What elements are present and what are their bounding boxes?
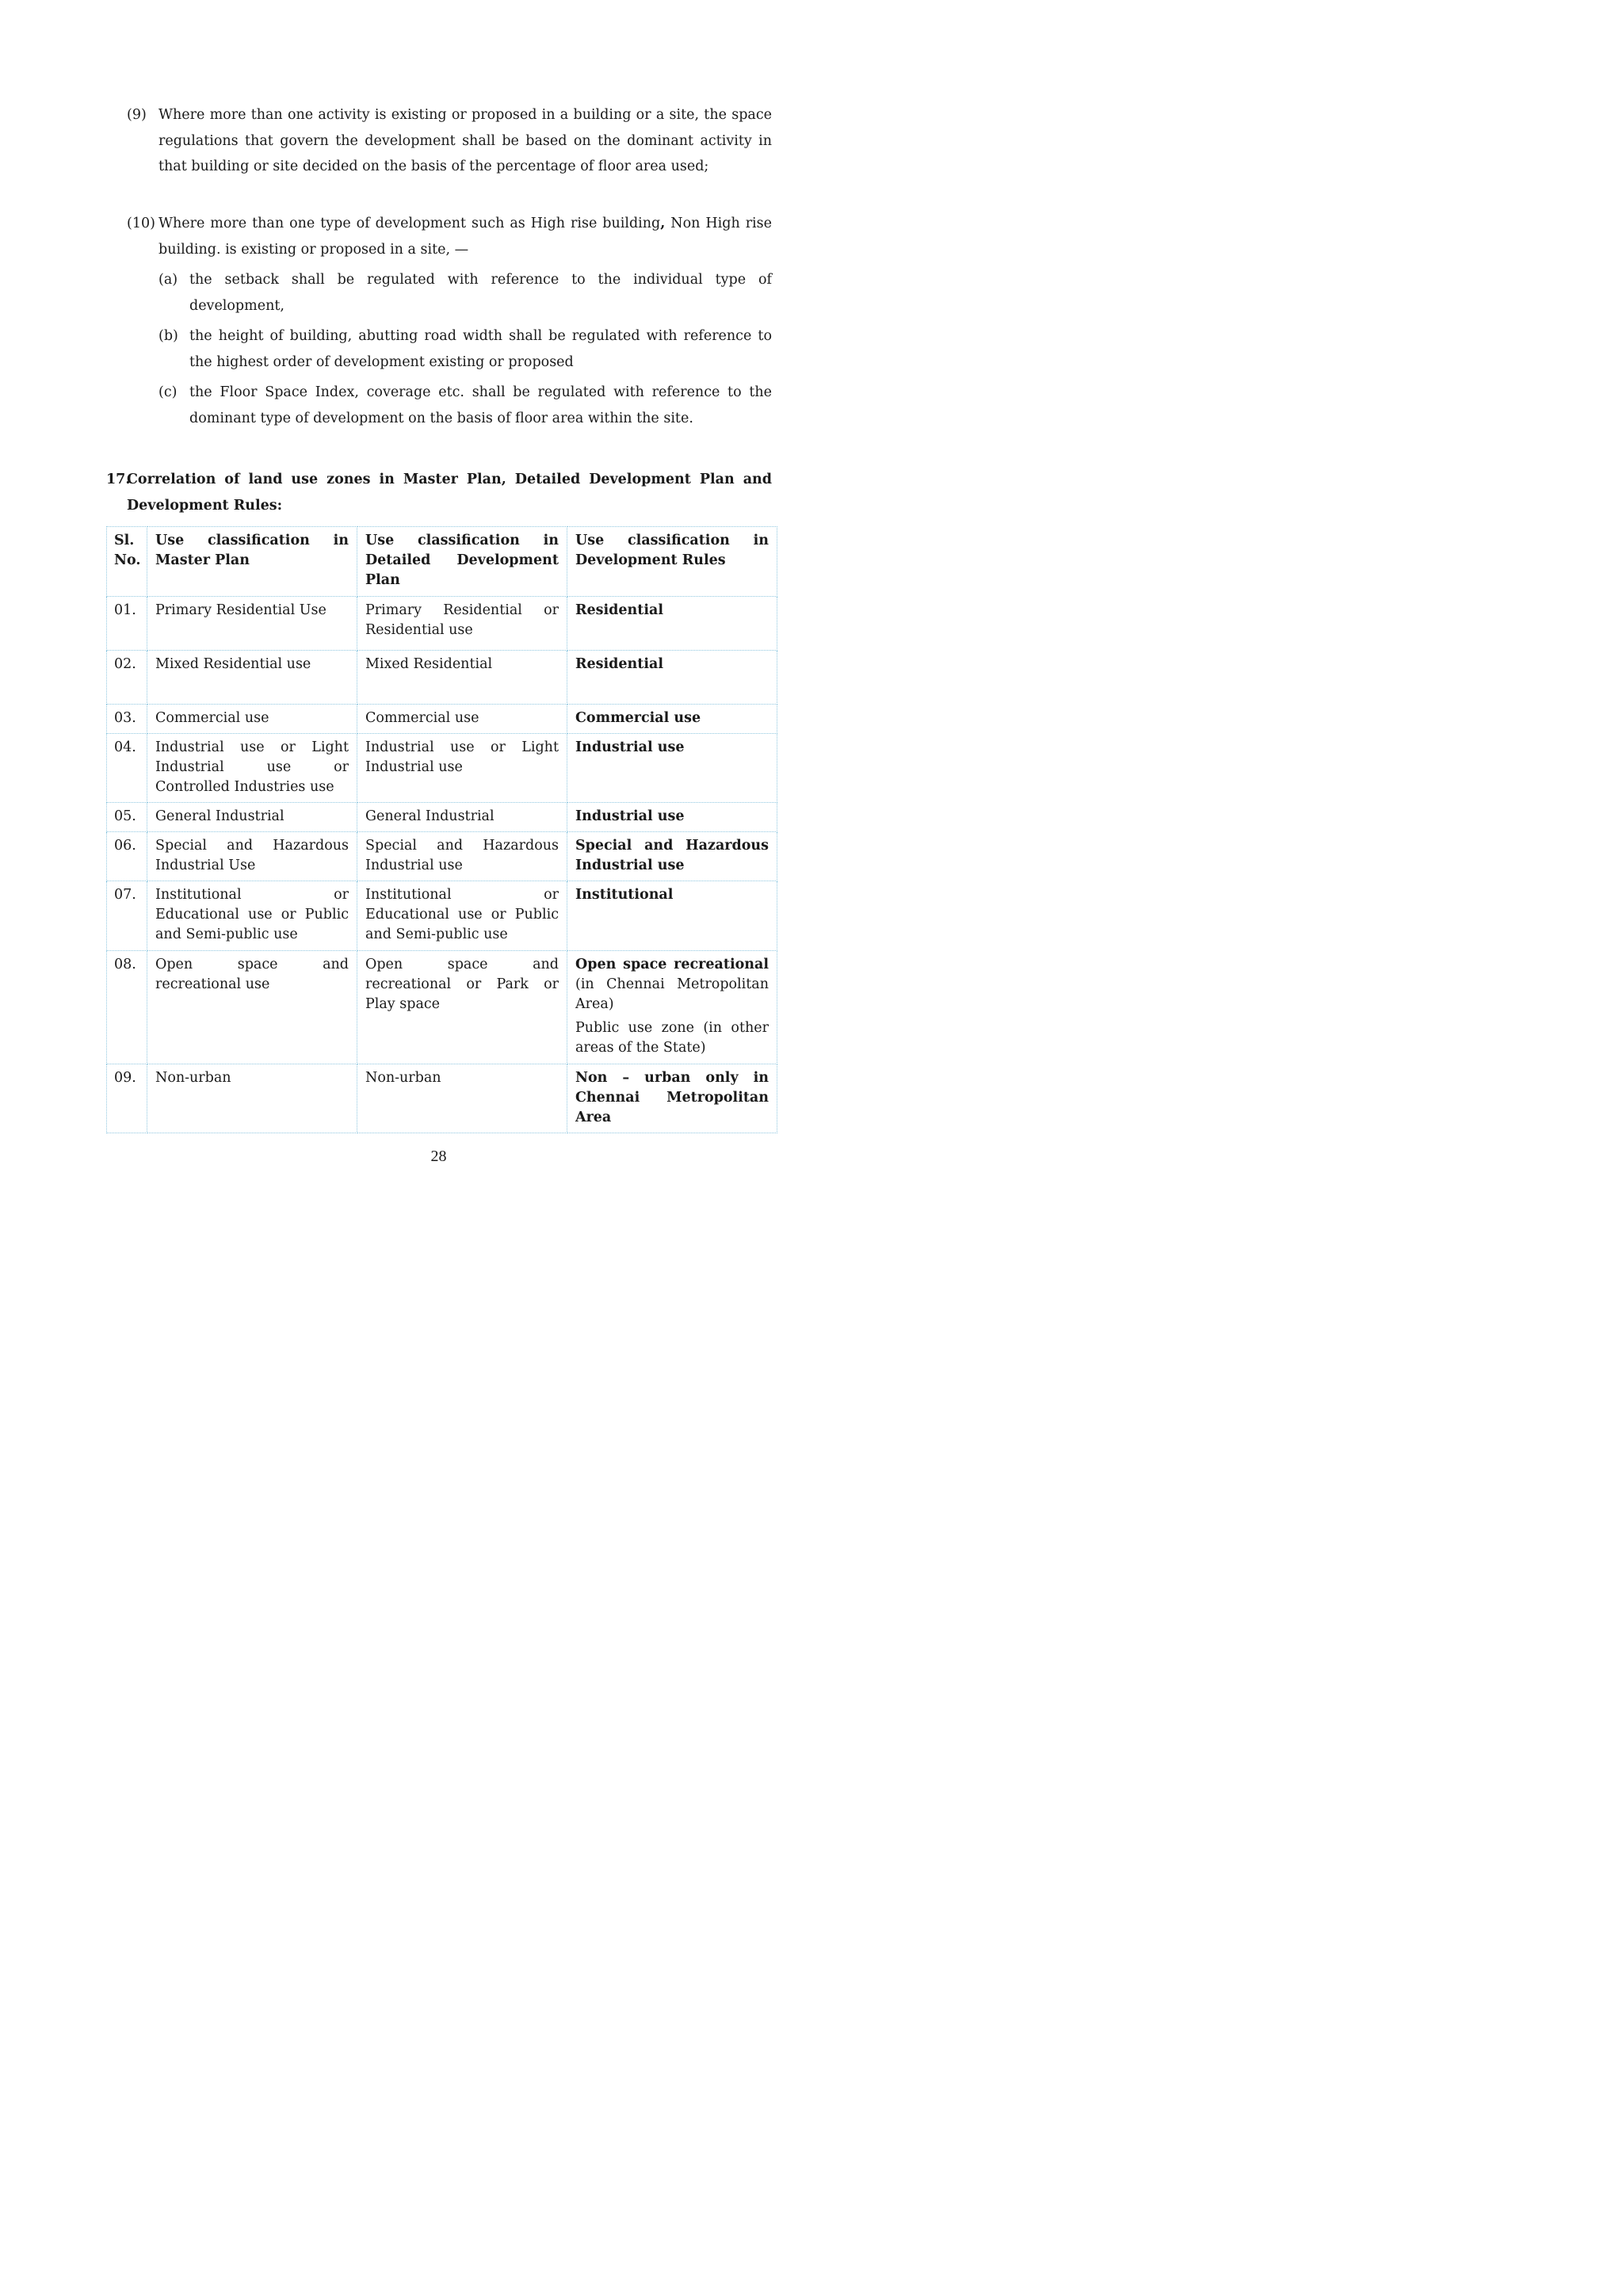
section-title: Correlation of land use zones in Master Plan, Detailed Development Plan and Development Rules:: [127, 472, 772, 514]
header-master-plan: Use classification in Master Plan: [147, 527, 357, 597]
cell-rules: Special and Hazardous Industrial use: [567, 832, 777, 881]
cell-rules: Industrial use: [567, 803, 777, 832]
table-row: [107, 734, 777, 803]
header-development-rules: Use classification in Development Rules: [567, 527, 777, 597]
cell-sl: 05.: [107, 803, 147, 832]
cell-sl: 07.: [107, 881, 147, 951]
cell-sl: 04.: [107, 734, 147, 803]
paragraph-text-part: Non High rise building. is existing or proposed in a site, —: [158, 216, 772, 258]
paragraph-text-part: Where more than one type of development such as High rise building: [158, 216, 661, 231]
cell-sl: 03.: [107, 705, 147, 734]
cell-sl: 01.: [107, 597, 147, 651]
cell-rules: Residential: [567, 651, 777, 705]
cell-detailed: Open space and recreational or Park or Play space: [357, 951, 567, 1064]
cell-rules: [567, 951, 777, 1064]
table-row: [107, 951, 777, 1064]
paragraph-number: (10): [127, 216, 155, 231]
paragraph-number: (9): [127, 107, 147, 123]
table-row: [107, 832, 777, 881]
cell-master: General Industrial: [147, 803, 357, 832]
cell-sl: 02.: [107, 651, 147, 705]
table-header-row: [107, 527, 777, 597]
clause-c: [158, 380, 772, 431]
page-number: 28: [430, 1148, 447, 1165]
clause-text: the height of building, abutting road width shall be regulated with reference to the highest order of development existing or proposed: [189, 328, 772, 370]
table-row: [107, 1064, 777, 1133]
document-page: [0, 0, 877, 1241]
cell-detailed: Primary Residential or Residential use: [357, 597, 567, 651]
cell-master: Institutional or Educational use or Public and Semi-public use: [147, 881, 357, 951]
cell-detailed: Commercial use: [357, 705, 567, 734]
cell-master: Open space and recreational use: [147, 951, 357, 1064]
clause-number: (c): [158, 384, 178, 400]
cell-master: Industrial use or Light Industrial use or Controlled Industries use: [147, 734, 357, 803]
clause-a: [158, 267, 772, 319]
cell-rules: Industrial use: [567, 734, 777, 803]
cell-detailed: General Industrial: [357, 803, 567, 832]
land-use-correlation-table: [106, 526, 777, 1133]
header-sl-no: Sl. No.: [107, 527, 147, 597]
cell-rules: Institutional: [567, 881, 777, 951]
cell-master: Special and Hazardous Industrial Use: [147, 832, 357, 881]
cell-sl: 09.: [107, 1064, 147, 1133]
clause-number: (b): [158, 328, 178, 344]
cell-rules: Commercial use: [567, 705, 777, 734]
cell-rules-note: (in Chennai Metropolitan Area): [575, 976, 769, 1012]
cell-detailed: Industrial use or Light Industrial use: [357, 734, 567, 803]
table-row: [107, 705, 777, 734]
paragraph-text: [158, 211, 772, 262]
section-number: 17.: [106, 472, 131, 487]
table-row: [107, 651, 777, 705]
cell-rules: Residential: [567, 597, 777, 651]
clause-b: [158, 323, 772, 375]
cell-detailed: Mixed Residential: [357, 651, 567, 705]
paragraph-10: [127, 211, 772, 262]
cell-master: Primary Residential Use: [147, 597, 357, 651]
cell-master: Mixed Residential use: [147, 651, 357, 705]
cell-sl: 06.: [107, 832, 147, 881]
paragraph-text: Where more than one activity is existing or proposed in a building or a site, the space regulations that govern the development shall be based on the dominant activity in that building or site decided on the basis of the percentage of floor area used;: [158, 107, 772, 174]
table-row: [107, 881, 777, 951]
section-heading: [106, 467, 772, 518]
paragraph-9: [127, 102, 772, 180]
clause-text: the Floor Space Index, coverage etc. shall be regulated with reference to the dominant type of development on the basis of floor area within the site.: [189, 384, 772, 426]
cell-sl: 08.: [107, 951, 147, 1064]
cell-rules-extra: Public use zone (in other areas of the State): [575, 1020, 769, 1056]
cell-rules: Non – urban only in Chennai Metropolitan Area: [567, 1064, 777, 1133]
clause-number: (a): [158, 272, 178, 288]
cell-master: Commercial use: [147, 705, 357, 734]
table-row: [107, 597, 777, 651]
cell-rules-bold: Open space recreational: [575, 957, 769, 972]
cell-master: Non-urban: [147, 1064, 357, 1133]
clause-text: the setback shall be regulated with reference to the individual type of development,: [189, 272, 772, 314]
cell-detailed: Non-urban: [357, 1064, 567, 1133]
table-row: [107, 803, 777, 832]
header-detailed-development-plan: Use classification in Detailed Development Plan: [357, 527, 567, 597]
bold-comma: ,: [660, 216, 666, 231]
cell-detailed: Institutional or Educational use or Public and Semi-public use: [357, 881, 567, 951]
cell-detailed: Special and Hazardous Industrial use: [357, 832, 567, 881]
